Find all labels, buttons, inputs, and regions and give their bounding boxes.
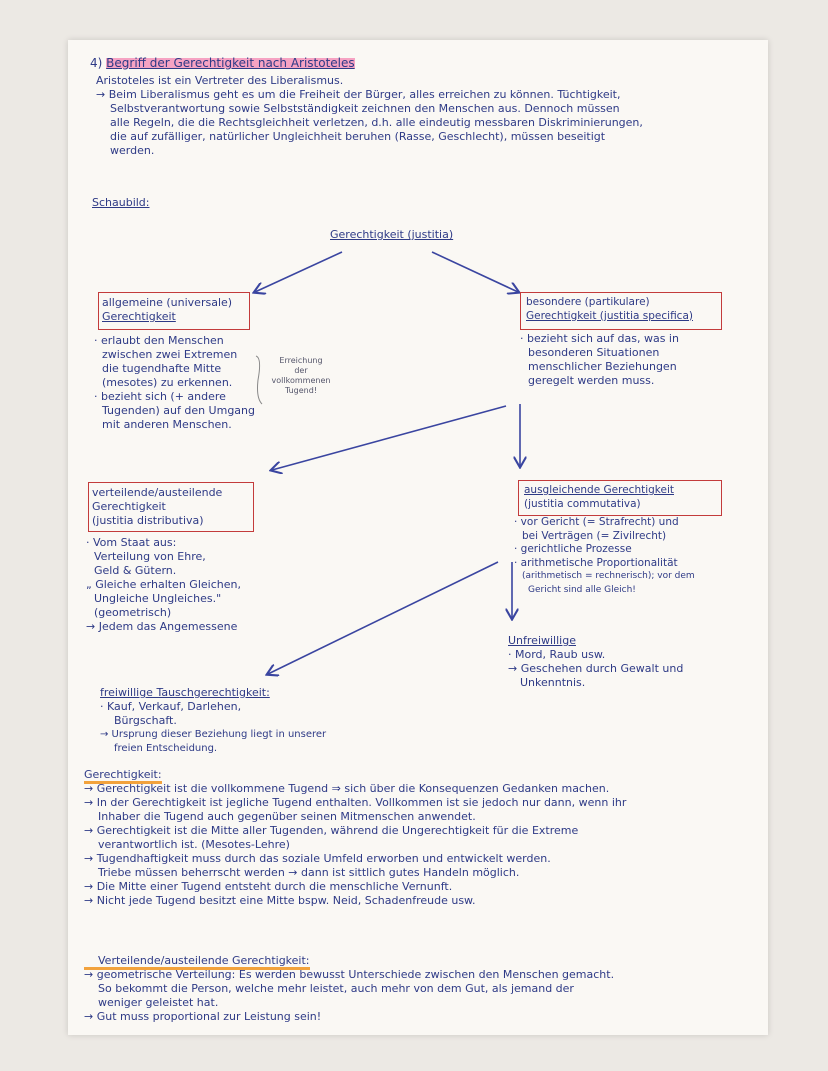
justice-section [84,768,744,908]
side-note-line: Erreichung [279,356,323,365]
general-justice-label [102,296,232,324]
note-line: → Jedem das Angemessene [86,620,238,633]
justice-line: verantwortlich ist. (Mesotes-Lehre) [98,838,290,851]
note-line: besonderen Situationen [528,346,660,359]
special-justice-label [526,296,693,323]
involuntary-title: Unfreiwillige [508,634,576,647]
note-line: Verteilung von Ehre, [94,550,206,563]
note-line: · vor Gericht (= Strafrecht) und [514,516,679,528]
note-line: · Kauf, Verkauf, Darlehen, [100,700,242,713]
distributive-text-line: weniger geleistet hat. [98,996,219,1009]
note-line: mit anderen Menschen. [102,418,232,431]
note-line: freien Entscheidung. [114,743,218,754]
distributive-line: Gerechtigkeit [92,500,166,513]
note-line: Unkenntnis. [520,676,586,689]
note-line: „ Gleiche erhalten Gleichen, [86,578,241,591]
distributive-text-line: → Gut muss proportional zur Leistung sein! [84,1010,322,1023]
general-justice-line: allgemeine (universale) [102,296,233,309]
note-line: (geometrisch) [94,606,172,619]
justice-section-title: Gerechtigkeit: [84,768,162,784]
note-line: (mesotes) zu erkennen. [102,376,233,389]
distributive-section-title: Verteilende/austeilende Gerechtigkeit: [84,954,310,970]
general-justice-line: Gerechtigkeit [102,310,176,323]
distributive-line: verteilende/austeilende [92,486,223,499]
intro-line: Aristoteles ist ein Vertreter des Liberalismus. [96,74,344,87]
voluntary-section [100,686,326,756]
justice-line: → Die Mitte einer Tugend entsteht durch die menschliche Vernunft. [84,880,453,893]
note-line: · Mord, Raub usw. [508,648,606,661]
note-line: Geld & Gütern. [94,564,177,577]
distributive-text-line: So bekommt die Person, welche mehr leistet, auch mehr von dem Gut, als jemand der [98,982,574,995]
distributive-section [84,954,744,1024]
commutative-justice-label [524,484,674,511]
note-line: Tugenden) auf den Umgang [102,404,255,417]
intro-text [96,74,736,158]
schaubild-label: Schaubild: [92,196,150,209]
distributive-justice-notes [86,536,241,634]
heading-number: 4) [90,56,103,70]
note-line: Gericht sind alle Gleich! [528,584,636,595]
voluntary-title: freiwillige Tauschgerechtigkeit: [100,686,270,699]
note-line: → Geschehen durch Gewalt und [508,662,684,675]
intro-line: die auf zufälliger, natürlicher Ungleichheit beruhen (Rasse, Geschlecht), müssen beseitigt [110,130,606,143]
justice-line: → Gerechtigkeit ist die Mitte aller Tugenden, während die Ungerechtigkeit für die Extreme [84,824,579,837]
note-line: zwischen zwei Extremen [102,348,238,361]
note-line: Bürgschaft. [114,714,177,727]
note-line: Ungleiche Ungleiches." [94,592,222,605]
note-line: → Ursprung dieser Beziehung liegt in unserer [100,729,327,740]
justice-line: Triebe müssen beherrscht werden → dann ist sittlich gutes Handeln möglich. [98,866,520,879]
note-line: menschlicher Beziehungen [528,360,677,373]
justice-line: → Tugendhaftigkeit muss durch das soziale Umfeld erworben und entwickelt werden. [84,852,551,865]
note-line: bei Verträgen (= Zivilrecht) [522,529,667,542]
distributive-justice-label [92,486,222,528]
side-note-line: der [294,366,308,375]
commutative-line: ausgleichende Gerechtigkeit [524,484,674,496]
diagram-root: Gerechtigkeit (justitia) [330,228,454,241]
intro-line: Selbstverantwortung sowie Selbstständigkeit zeichnen den Menschen aus. Dennoch müssen [110,102,620,115]
side-note-line: Tugend! [284,386,318,395]
justice-line: Inhaber die Tugend auch gegenüber seinen Mitmenschen anwendet. [98,810,476,823]
note-line: · arithmetische Proportionalität [514,556,678,569]
special-justice-line: Gerechtigkeit (justitia specifica) [526,309,693,322]
commutative-justice-notes [514,516,695,597]
justice-line: → Gerechtigkeit ist die vollkommene Tugend ⇒ sich über die Konsequenzen Gedanken machen. [84,782,610,795]
note-line: · bezieht sich (+ andere [94,390,226,403]
involuntary-section [508,634,683,690]
commutative-line: (justitia commutativa) [524,497,641,510]
side-note [266,356,336,396]
heading-title: Begriff der Gerechtigkeit nach Aristoteles [106,56,355,70]
note-line: geregelt werden muss. [528,374,655,387]
justice-line: → Nicht jede Tugend besitzt eine Mitte bspw. Neid, Schadenfreude usw. [84,894,476,907]
note-line: die tugendhafte Mitte [102,362,222,375]
distributive-text-line: → geometrische Verteilung: Es werden bewusst Unterschiede zwischen den Menschen gemacht. [84,968,615,981]
note-line: · erlaubt den Menschen [94,334,224,347]
general-justice-notes [94,334,255,432]
justice-line: → In der Gerechtigkeit ist jegliche Tugend enthalten. Vollkommen ist sie jedoch nur dann, wenn ihr [84,796,627,809]
heading [90,56,355,70]
note-line: · Vom Staat aus: [86,536,177,549]
distributive-line: (justitia distributiva) [92,514,204,527]
note-line: · bezieht sich auf das, was in [520,332,679,345]
intro-line: alle Regeln, die die Rechtsgleichheit verletzen, d.h. alle eindeutig messbaren Diskriminierungen, [110,116,643,129]
special-justice-notes [520,332,679,388]
special-justice-line: besondere (partikulare) [526,296,650,308]
intro-line: → Beim Liberalismus geht es um die Freiheit der Bürger, alles erreichen zu können. Tüchtigkeit, [96,88,621,101]
note-line: · gerichtliche Prozesse [514,543,632,555]
side-note-line: vollkommenen [271,376,331,385]
intro-line: werden. [110,144,155,157]
note-line: (arithmetisch = rechnerisch); vor dem [522,571,695,581]
